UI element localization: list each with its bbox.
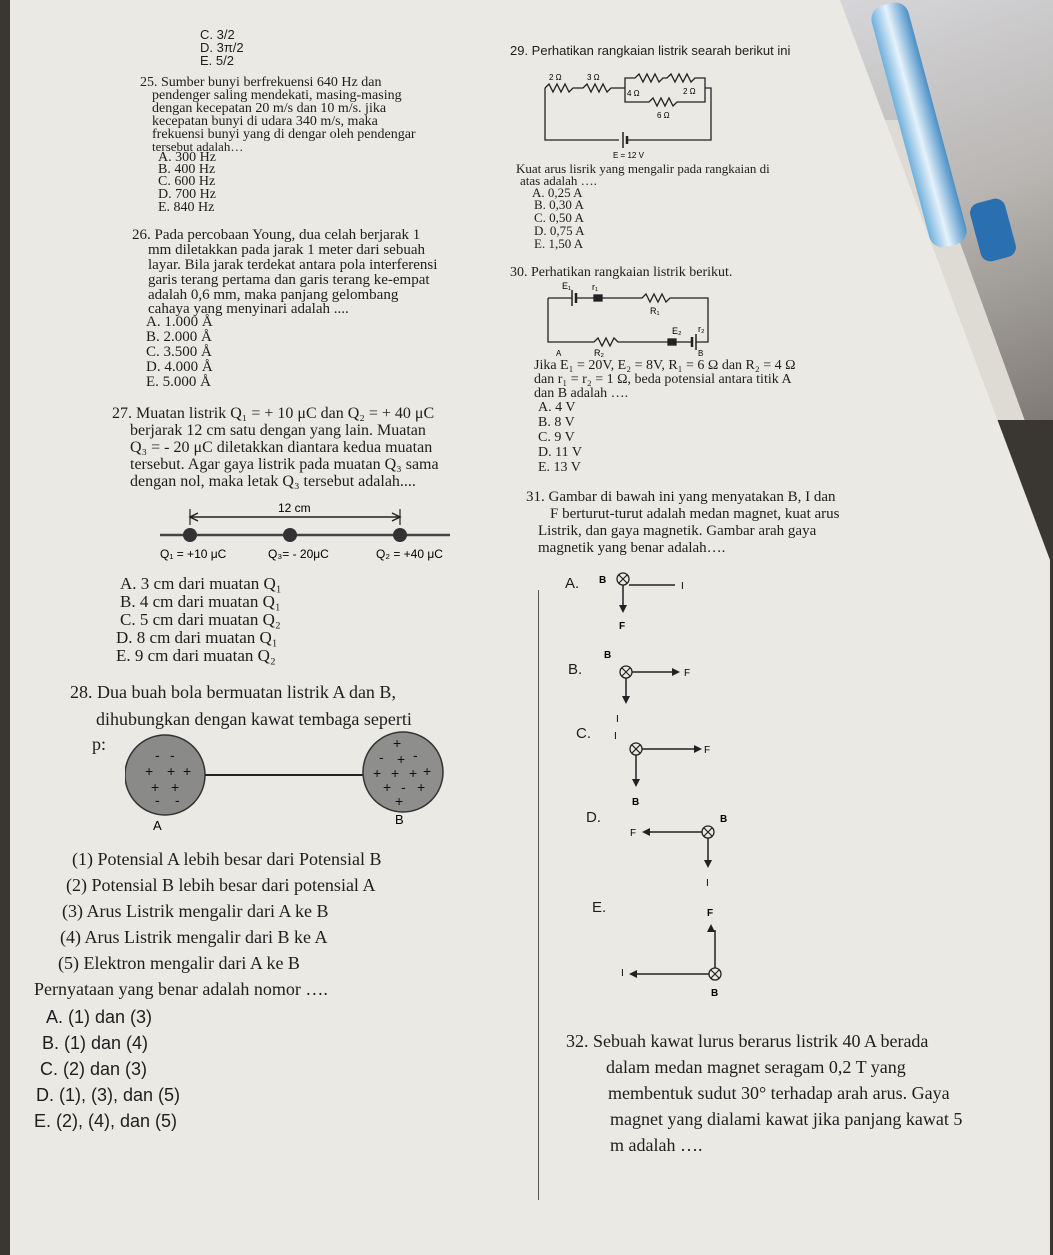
q31-e-f-label: F [707, 908, 714, 919]
q31-line: F berturut-turut adalah medan magnet, kuat arus [550, 506, 840, 522]
svg-text:-: - [379, 749, 384, 765]
q27-charge-diagram [150, 495, 470, 570]
q30-e1-label: E₁ [562, 282, 572, 291]
q31-option-a-diagram [595, 565, 705, 640]
q29-line: Kuat arus lisrik yang mengalir pada rangkaian di [516, 161, 770, 176]
q25-line: frekuensi bunyi yang di dengar oleh pendengar [152, 127, 416, 142]
q31-line: 31. Gambar di bawah ini yang menyatakan B, I dan [526, 489, 836, 505]
svg-text:-: - [413, 747, 418, 763]
q25-option: E. 840 Hz [158, 200, 215, 215]
column-divider [538, 590, 539, 1200]
q26-option: C. 3.500 Å [146, 344, 212, 360]
q25-line: kecepatan bunyi di udara 340 m/s, maka [152, 114, 378, 129]
q27-q2-label: Q₂ = +40 μC [376, 547, 443, 561]
q28-option: A. (1) dan (3) [46, 1007, 153, 1027]
q31-d-b-label: B [720, 814, 728, 825]
q25-line: dengan kecepatan 20 m/s dan 10 m/s. jika [152, 101, 387, 116]
q32-line: 32. Sebuah kawat lurus berarus listrik 40 A berada [566, 1031, 929, 1051]
q31-option-b-diagram [600, 646, 710, 726]
q30-R1-label: R₁ [650, 306, 660, 316]
svg-text:-: - [175, 792, 180, 808]
q29-r5-label: 6 Ω [657, 111, 670, 120]
q29-r4-label: 2 Ω [683, 87, 696, 96]
svg-text:-: - [170, 747, 175, 763]
svg-text:+: + [409, 765, 418, 781]
q31-b-f-label: F [684, 668, 691, 679]
svg-text:+: + [393, 735, 402, 751]
q31-b-b-label: B [604, 650, 612, 661]
q30-r2-label: r₂ [698, 324, 705, 334]
q26-line: garis terang pertama dan garis terang ke-empat [148, 272, 430, 288]
q28-statement: (4) Arus Listrik mengalir dari B ke A [60, 927, 328, 947]
q29-line: atas adalah …. [520, 173, 597, 188]
q30-option: C. 9 V [538, 430, 575, 445]
q28-option: E. (2), (4), dan (5) [34, 1111, 178, 1131]
q31-c-b-label: B [632, 797, 640, 808]
q29-option: B. 0,30 A [534, 197, 584, 212]
q31-e-i-label: I [621, 968, 624, 979]
q26-line: 26. Pada percobaan Young, dua celah berjarak 1 [132, 227, 421, 243]
q25-option: B. 400 Hz [158, 162, 216, 177]
svg-text:+: + [183, 763, 192, 779]
q29-emf-label: E = 12 V [613, 151, 644, 160]
q31-option-b: B. [568, 661, 583, 678]
q29-circuit-diagram [535, 70, 725, 160]
q27-option: D. 8 cm dari muatan Q₁ [116, 628, 278, 647]
q31-option-d-diagram [620, 808, 740, 888]
q28-option: D. (1), (3), dan (5) [36, 1085, 181, 1105]
q32-line: membentuk sudut 30° terhadap arah arus. Gaya [608, 1083, 950, 1103]
q28-line: 28. Dua buah bola bermuatan listrik A dan B, [70, 682, 396, 702]
q29-option: D. 0,75 A [534, 223, 585, 238]
q31-line: magnetik yang benar adalah…. [538, 540, 726, 556]
q25-line: tersebut adalah… [152, 139, 244, 154]
q27-option: A. 3 cm dari muatan Q₁ [120, 574, 282, 593]
q30-circuit-diagram [538, 282, 723, 364]
q31-d-f-label: F [630, 828, 637, 839]
q29-title: 29. Perhatikan rangkaian listrik searah berikut ini [510, 43, 791, 58]
q29-option: E. 1,50 A [534, 236, 584, 251]
svg-text:+: + [397, 751, 406, 767]
q25-line: 25. Sumber bunyi berfrekuensi 640 Hz dan [140, 75, 382, 90]
q25-option: D. 700 Hz [158, 187, 216, 202]
q30-option: E. 13 V [538, 460, 581, 475]
q29-r3-label: 4 Ω [627, 89, 640, 98]
q30-line: dan r₁ = r₂ = 1 Ω, beda potensial antara titik A [534, 372, 792, 387]
q28-statement: (5) Elektron mengalir dari A ke B [58, 953, 300, 973]
q25-option: C. 600 Hz [158, 174, 216, 189]
q27-option: C. 5 cm dari muatan Q₂ [120, 610, 281, 629]
q28-option: C. (2) dan (3) [40, 1059, 148, 1079]
q31-a-i-label: I [681, 581, 684, 592]
q28-label-a: A [153, 818, 162, 833]
q30-point-a: A [556, 349, 562, 358]
q30-option: B. 8 V [538, 415, 575, 430]
q29-option: A. 0,25 A [532, 185, 583, 200]
q27-distance-label: 12 cm [278, 501, 311, 515]
q27-line: berjarak 12 cm satu dengan yang lain. Muatan [130, 422, 426, 439]
q31-option-e: E. [592, 899, 607, 916]
q27-line: dengan nol, maka letak Q₃ tersebut adalah.... [130, 473, 416, 490]
q31-a-f-label: F [619, 621, 626, 632]
q28-statement: (2) Potensial B lebih besar dari potensial A [66, 875, 376, 895]
svg-text:+: + [145, 763, 154, 779]
q26-option: A. 1.000 Å [146, 314, 213, 330]
q31-c-f-label: F [704, 745, 711, 756]
q29-r2-label: 3 Ω [587, 73, 600, 82]
q30-option: A. 4 V [538, 400, 576, 415]
q31-c-i-label: I [614, 731, 617, 742]
q27-q3-label: Q₃= - 20μC [268, 547, 329, 561]
q30-title: 30. Perhatikan rangkaian listrik berikut. [510, 265, 733, 280]
svg-text:-: - [155, 792, 160, 808]
q31-option-d: D. [586, 809, 601, 826]
q31-a-b-label: B [599, 575, 607, 586]
svg-text:+: + [383, 779, 392, 795]
svg-text:+: + [373, 765, 382, 781]
svg-text:+: + [417, 779, 426, 795]
q27-line: Q₃ = - 20 μC diletakkan diantara kedua muatan [130, 439, 433, 456]
q31-e-b-label: B [711, 988, 719, 999]
q29-r1-label: 2 Ω [549, 73, 562, 82]
q31-option-a: A. [565, 575, 580, 592]
q31-b-i-label: I [616, 714, 619, 725]
q30-option: D. 11 V [538, 445, 582, 460]
q28-label-b: B [395, 812, 404, 827]
q31-line: Listrik, dan gaya magnetik. Gambar arah gaya [538, 523, 817, 539]
svg-text:+: + [391, 765, 400, 781]
q27-option: E. 9 cm dari muatan Q₂ [116, 646, 276, 665]
q31-option-e-diagram [615, 900, 740, 1000]
svg-text:+: + [171, 779, 180, 795]
q28-line: dihubungkan dengan kawat tembaga seperti [96, 709, 412, 729]
q32-line: magnet yang dialami kawat jika panjang kawat 5 [610, 1109, 963, 1129]
q26-line: adalah 0,6 mm, maka panjang gelombang [148, 287, 399, 303]
q25-option: A. 300 Hz [158, 150, 216, 165]
q26-option: E. 5.000 Å [146, 374, 211, 390]
q28-prompt: Pernyataan yang benar adalah nomor …. [34, 979, 328, 999]
q30-line: Jika E₁ = 20V, E₂ = 8V, R₁ = 6 Ω dan R₂ = 4 Ω [534, 358, 796, 373]
svg-text:-: - [155, 747, 160, 763]
q31-option-c-diagram [608, 725, 718, 810]
q30-line: dan B adalah …. [534, 386, 629, 401]
q30-R2-label: R₂ [594, 348, 604, 358]
q29-option: C. 0,50 A [534, 210, 584, 225]
q28-statement: (3) Arus Listrik mengalir dari A ke B [62, 901, 329, 921]
q27-line: tersebut. Agar gaya listrik pada muatan Q₃ sama [130, 456, 439, 473]
q27-line: 27. Muatan listrik Q₁ = + 10 μC dan Q₂ = + 40 μC [112, 405, 435, 422]
q28-spheres-diagram [125, 730, 455, 835]
svg-text:+: + [423, 763, 432, 779]
q28-statement: (1) Potensial A lebih besar dari Potensial B [72, 849, 382, 869]
q26-line: cahaya yang menyinari adalah .... [148, 301, 349, 317]
q26-line: mm diletakkan pada jarak 1 meter dari sebuah [148, 242, 425, 258]
q30-e2-label: E₂ [672, 326, 682, 336]
q32-line: m adalah …. [610, 1135, 703, 1155]
q30-point-b: B [698, 349, 704, 358]
q28-option: B. (1) dan (4) [42, 1033, 149, 1053]
svg-text:+: + [151, 779, 160, 795]
q26-line: layar. Bila jarak terdekat antara pola interferensi [148, 257, 438, 273]
q27-q1-label: Q₁ = +10 μC [160, 547, 227, 561]
q31-d-i-label: I [706, 878, 709, 888]
q32-line: dalam medan magnet seragam 0,2 T yang [606, 1057, 906, 1077]
q25-line: pendenger saling mendekati, masing-masing [152, 88, 402, 103]
top-option-e: E. 5/2 [200, 53, 234, 68]
top-option-d: D. 3π/2 [200, 40, 244, 55]
q31-option-c: C. [576, 725, 591, 742]
top-option-c: C. 3/2 [200, 27, 235, 42]
q26-option: B. 2.000 Å [146, 329, 212, 345]
q27-option: B. 4 cm dari muatan Q₁ [120, 592, 281, 611]
svg-text:+: + [167, 763, 176, 779]
svg-text:+: + [395, 793, 404, 809]
q30-r1-label: r₁ [592, 282, 599, 292]
q28-line: p: [92, 734, 107, 754]
q26-option: D. 4.000 Å [146, 359, 213, 375]
svg-text:-: - [401, 779, 406, 795]
